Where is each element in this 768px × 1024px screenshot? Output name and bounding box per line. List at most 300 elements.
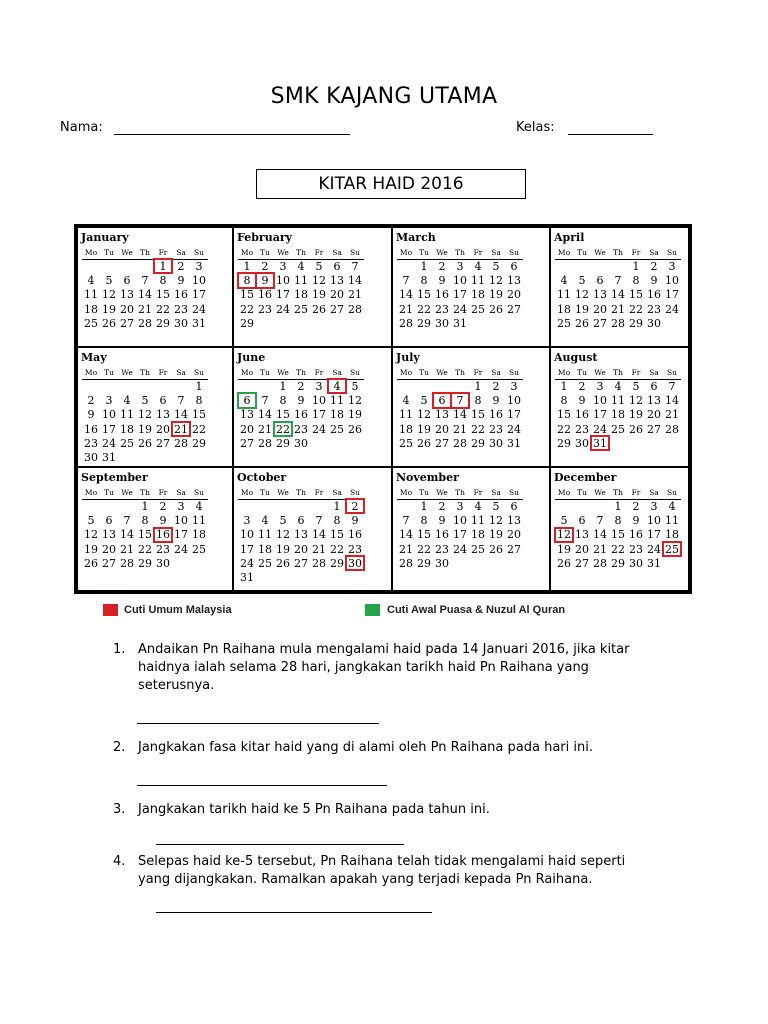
day-cell: 21: [138, 302, 152, 316]
empty-cell: [292, 570, 310, 584]
day-cell: 3: [456, 499, 464, 513]
weekday-header: Su: [505, 367, 523, 379]
day-cell: 13: [294, 528, 308, 542]
day-cell: 15: [629, 288, 643, 302]
weekday-header: Tu: [415, 367, 433, 379]
day-cell: 25: [258, 556, 272, 570]
month-name: March: [396, 231, 436, 244]
day-cell: 25: [471, 542, 485, 556]
day-cell: 28: [399, 556, 413, 570]
public-holiday-day: 25: [665, 542, 679, 556]
day-cell: 19: [102, 302, 116, 316]
empty-cell: [451, 379, 469, 393]
month-grid: [555, 487, 681, 570]
day-cell: 2: [159, 499, 167, 513]
day-cell: 19: [557, 542, 571, 556]
day-cell: 25: [120, 436, 134, 450]
day-cell: 29: [471, 436, 485, 450]
weekday-header: We: [591, 487, 609, 499]
day-cell: 22: [138, 542, 152, 556]
kelas-label: Kelas:: [516, 120, 555, 135]
weekday-header: Th: [451, 487, 469, 499]
weekday-header: Fr: [627, 247, 645, 259]
day-cell: 17: [453, 288, 467, 302]
day-cell: 26: [84, 556, 98, 570]
day-cell: 11: [330, 393, 344, 407]
weekday-header: Sa: [645, 247, 663, 259]
day-cell: 8: [333, 513, 341, 527]
day-cell: 19: [138, 422, 152, 436]
day-cell: 18: [192, 528, 206, 542]
day-cell: 12: [348, 393, 362, 407]
day-cell: 26: [575, 316, 589, 330]
question-number: 3.: [113, 802, 126, 817]
day-cell: 10: [507, 393, 521, 407]
day-cell: 8: [632, 273, 640, 287]
day-cell: 17: [192, 288, 206, 302]
day-cell: 28: [665, 422, 679, 436]
public-holiday-day: 31: [593, 436, 607, 450]
day-cell: 5: [632, 379, 640, 393]
day-cell: 26: [348, 422, 362, 436]
day-cell: 8: [279, 393, 287, 407]
day-cell: 24: [647, 542, 661, 556]
empty-cell: [82, 379, 100, 393]
weekday-header: Fr: [469, 367, 487, 379]
day-cell: 8: [420, 513, 428, 527]
day-cell: 6: [159, 393, 167, 407]
weekday-header: Mo: [555, 367, 573, 379]
empty-cell: [118, 379, 136, 393]
day-cell: 26: [276, 556, 290, 570]
day-cell: 16: [629, 528, 643, 542]
day-cell: 16: [348, 528, 362, 542]
day-cell: 3: [177, 499, 185, 513]
day-cell: 4: [560, 273, 568, 287]
day-cell: 27: [435, 436, 449, 450]
day-cell: 21: [453, 422, 467, 436]
weekday-header: Sa: [328, 367, 346, 379]
empty-cell: [469, 556, 487, 570]
day-cell: 11: [665, 513, 679, 527]
month-name: December: [554, 471, 617, 484]
day-cell: 9: [438, 273, 446, 287]
day-cell: 17: [593, 408, 607, 422]
day-cell: 10: [647, 513, 661, 527]
public-holiday-day: 12: [557, 528, 571, 542]
weekday-header: We: [433, 247, 451, 259]
weekday-header: Th: [292, 487, 310, 499]
month-grid: [82, 367, 208, 465]
day-cell: 5: [87, 513, 95, 527]
empty-cell: [274, 316, 292, 330]
day-cell: 31: [240, 571, 254, 585]
empty-cell: [573, 499, 591, 513]
empty-cell: [627, 436, 645, 450]
month-grid: [555, 247, 681, 330]
day-cell: 8: [159, 273, 167, 287]
day-cell: 13: [435, 408, 449, 422]
day-cell: 15: [417, 528, 431, 542]
weekday-header: Su: [505, 247, 523, 259]
empty-cell: [118, 499, 136, 513]
day-cell: 26: [489, 542, 503, 556]
day-cell: 12: [489, 273, 503, 287]
empty-cell: [663, 436, 681, 450]
day-cell: 4: [474, 499, 482, 513]
day-cell: 17: [240, 542, 254, 556]
day-cell: 13: [507, 273, 521, 287]
day-cell: 30: [84, 451, 98, 465]
day-cell: 27: [575, 556, 589, 570]
day-cell: 24: [192, 302, 206, 316]
day-cell: 5: [578, 273, 586, 287]
day-cell: 16: [435, 288, 449, 302]
empty-cell: [310, 499, 328, 513]
day-cell: 23: [647, 302, 661, 316]
day-cell: 22: [156, 302, 170, 316]
day-cell: 22: [330, 542, 344, 556]
day-cell: 28: [174, 436, 188, 450]
empty-cell: [609, 436, 627, 450]
day-cell: 29: [629, 316, 643, 330]
public-holiday-day: 2: [346, 499, 364, 513]
empty-cell: [328, 570, 346, 584]
weekday-header: Th: [292, 247, 310, 259]
day-cell: 5: [492, 499, 500, 513]
empty-cell: [172, 450, 190, 464]
day-cell: 7: [315, 513, 323, 527]
day-cell: 28: [611, 316, 625, 330]
day-cell: 20: [294, 542, 308, 556]
month-march: [393, 228, 549, 346]
day-cell: 7: [141, 273, 149, 287]
day-cell: 31: [507, 436, 521, 450]
day-cell: 15: [156, 288, 170, 302]
day-cell: 17: [453, 528, 467, 542]
day-cell: 23: [174, 302, 188, 316]
day-cell: 28: [138, 316, 152, 330]
day-cell: 4: [261, 513, 269, 527]
weekday-header: Fr: [627, 367, 645, 379]
day-cell: 24: [240, 556, 254, 570]
day-cell: 23: [258, 302, 272, 316]
day-cell: 3: [510, 379, 518, 393]
day-cell: 19: [417, 422, 431, 436]
day-cell: 27: [507, 542, 521, 556]
weekday-header: Su: [190, 247, 208, 259]
answer-line-4[interactable]: [156, 912, 432, 913]
weekday-header: Su: [190, 487, 208, 499]
day-cell: 2: [632, 499, 640, 513]
empty-cell: [100, 379, 118, 393]
day-cell: 11: [471, 273, 485, 287]
day-cell: 6: [105, 513, 113, 527]
weekday-header: Fr: [310, 247, 328, 259]
day-cell: 21: [312, 542, 326, 556]
day-cell: 6: [333, 259, 341, 273]
day-cell: 14: [120, 528, 134, 542]
weekday-header: Fr: [154, 247, 172, 259]
public-holiday-day: 4: [328, 379, 346, 393]
day-cell: 11: [294, 273, 308, 287]
day-cell: 17: [312, 408, 326, 422]
weekday-header: Mo: [238, 487, 256, 499]
green-legend-label: Cuti Awal Puasa & Nuzul Al Quran: [387, 604, 566, 616]
day-cell: 25: [330, 422, 344, 436]
day-cell: 2: [650, 259, 658, 273]
day-cell: 23: [156, 542, 170, 556]
day-cell: 16: [174, 288, 188, 302]
day-cell: 23: [435, 542, 449, 556]
day-cell: 5: [492, 259, 500, 273]
day-cell: 22: [417, 542, 431, 556]
day-cell: 9: [492, 393, 500, 407]
month-grid: [82, 247, 208, 330]
weekday-header: Sa: [487, 247, 505, 259]
day-cell: 20: [330, 288, 344, 302]
day-cell: 20: [240, 422, 254, 436]
day-cell: 14: [611, 288, 625, 302]
day-cell: 6: [297, 513, 305, 527]
month-grid: [397, 367, 523, 450]
weekday-header: Fr: [469, 247, 487, 259]
month-name: July: [396, 351, 420, 364]
weekday-header: Sa: [172, 487, 190, 499]
weekday-header: Su: [346, 247, 364, 259]
month-november: [393, 468, 549, 590]
day-cell: 10: [192, 273, 206, 287]
nama-line[interactable]: [114, 134, 350, 135]
day-cell: 20: [507, 288, 521, 302]
weekday-header: Tu: [256, 487, 274, 499]
day-cell: 14: [312, 528, 326, 542]
month-name: November: [396, 471, 459, 484]
day-cell: 14: [399, 288, 413, 302]
weekday-header: Mo: [82, 487, 100, 499]
empty-cell: [555, 259, 573, 273]
day-cell: 26: [629, 422, 643, 436]
empty-cell: [172, 379, 190, 393]
day-cell: 27: [156, 436, 170, 450]
day-cell: 6: [596, 273, 604, 287]
day-cell: 30: [647, 316, 661, 330]
weekday-header: Th: [609, 247, 627, 259]
day-cell: 1: [632, 259, 640, 273]
weekday-header: Th: [451, 367, 469, 379]
month-name: February: [237, 231, 293, 244]
day-cell: 17: [174, 528, 188, 542]
month-name: April: [554, 231, 585, 244]
day-cell: 9: [351, 513, 359, 527]
weekday-header: Th: [609, 487, 627, 499]
day-cell: 14: [593, 528, 607, 542]
empty-cell: [118, 450, 136, 464]
weekday-header: We: [118, 367, 136, 379]
weekday-header: Sa: [172, 367, 190, 379]
day-cell: 21: [348, 288, 362, 302]
day-cell: 10: [174, 513, 188, 527]
day-cell: 16: [575, 408, 589, 422]
day-cell: 4: [474, 259, 482, 273]
question-text: Selepas haid ke-5 tersebut, Pn Raihana telah tidak mengalami haid seperti yang dijangkakan. Ramalkan apakah yang terjadi kepada Pn Raihana.: [138, 854, 626, 887]
day-cell: 22: [471, 422, 485, 436]
day-cell: 12: [575, 288, 589, 302]
empty-cell: [397, 259, 415, 273]
day-cell: 20: [435, 422, 449, 436]
empty-cell: [469, 316, 487, 330]
empty-cell: [415, 379, 433, 393]
day-cell: 17: [507, 408, 521, 422]
day-cell: 18: [471, 288, 485, 302]
day-cell: 28: [453, 436, 467, 450]
day-cell: 10: [240, 528, 254, 542]
empty-cell: [591, 259, 609, 273]
weekday-header: Sa: [645, 367, 663, 379]
day-cell: 15: [276, 408, 290, 422]
day-cell: 15: [330, 528, 344, 542]
day-cell: 1: [420, 259, 428, 273]
day-cell: 30: [156, 556, 170, 570]
weekday-header: Sa: [328, 487, 346, 499]
answer-line-3[interactable]: [156, 844, 404, 845]
weekday-header: Tu: [100, 367, 118, 379]
weekday-header: Th: [292, 367, 310, 379]
empty-cell: [136, 450, 154, 464]
empty-cell: [256, 499, 274, 513]
empty-cell: [328, 436, 346, 450]
day-cell: 9: [650, 273, 658, 287]
empty-cell: [451, 556, 469, 570]
weekday-header: Fr: [469, 487, 487, 499]
empty-cell: [274, 499, 292, 513]
day-cell: 30: [575, 436, 589, 450]
day-cell: 17: [647, 528, 661, 542]
day-cell: 9: [297, 393, 305, 407]
day-cell: 6: [578, 513, 586, 527]
month-april: [551, 228, 688, 346]
empty-cell: [154, 379, 172, 393]
day-cell: 8: [141, 513, 149, 527]
day-cell: 11: [84, 288, 98, 302]
day-cell: 11: [471, 513, 485, 527]
day-cell: 23: [84, 436, 98, 450]
day-cell: 30: [629, 556, 643, 570]
public-holiday-day: 9: [256, 273, 274, 287]
day-cell: 11: [611, 393, 625, 407]
month-grid: [397, 247, 523, 330]
day-cell: 1: [420, 499, 428, 513]
answer-line-2[interactable]: [137, 785, 387, 786]
day-cell: 12: [102, 288, 116, 302]
weekday-header: Mo: [238, 367, 256, 379]
day-cell: 29: [611, 556, 625, 570]
day-cell: 22: [611, 542, 625, 556]
empty-cell: [190, 450, 208, 464]
weekday-header: Su: [505, 487, 523, 499]
day-cell: 7: [596, 513, 604, 527]
day-cell: 5: [351, 379, 359, 393]
day-cell: 7: [351, 259, 359, 273]
day-cell: 6: [510, 259, 518, 273]
day-cell: 20: [647, 408, 661, 422]
weekday-header: We: [433, 487, 451, 499]
weekday-header: Tu: [573, 487, 591, 499]
red-legend-label: Cuti Umum Malaysia: [124, 604, 232, 616]
day-cell: 3: [279, 259, 287, 273]
day-cell: 2: [438, 499, 446, 513]
weekday-header: Mo: [397, 367, 415, 379]
day-cell: 29: [138, 556, 152, 570]
day-cell: 8: [614, 513, 622, 527]
day-cell: 13: [120, 288, 134, 302]
day-cell: 17: [102, 422, 116, 436]
day-cell: 31: [647, 556, 661, 570]
day-cell: 25: [84, 316, 98, 330]
day-cell: 30: [294, 436, 308, 450]
empty-cell: [100, 259, 118, 273]
empty-cell: [397, 499, 415, 513]
question-1: [113, 641, 653, 695]
weekday-header: Fr: [154, 367, 172, 379]
day-cell: 6: [510, 499, 518, 513]
weekday-header: Th: [136, 247, 154, 259]
weekday-header: Sa: [487, 487, 505, 499]
day-cell: 18: [84, 302, 98, 316]
month-august: [551, 348, 688, 466]
day-cell: 14: [453, 408, 467, 422]
day-cell: 3: [650, 499, 658, 513]
day-cell: 11: [557, 288, 571, 302]
empty-cell: [573, 259, 591, 273]
day-cell: 20: [593, 302, 607, 316]
day-cell: 15: [557, 408, 571, 422]
day-cell: 15: [611, 528, 625, 542]
day-cell: 28: [120, 556, 134, 570]
day-cell: 19: [629, 408, 643, 422]
empty-cell: [645, 436, 663, 450]
empty-cell: [292, 316, 310, 330]
question-number: 2.: [113, 740, 126, 755]
month-grid: [238, 247, 364, 330]
day-cell: 18: [399, 422, 413, 436]
day-cell: 12: [417, 408, 431, 422]
day-cell: 20: [102, 542, 116, 556]
weekday-header: Su: [346, 487, 364, 499]
day-cell: 7: [123, 513, 131, 527]
day-cell: 9: [578, 393, 586, 407]
answer-line-1[interactable]: [137, 723, 379, 724]
day-cell: 21: [665, 408, 679, 422]
day-cell: 14: [348, 273, 362, 287]
day-cell: 31: [453, 316, 467, 330]
day-cell: 2: [297, 379, 305, 393]
day-cell: 24: [453, 302, 467, 316]
day-cell: 15: [417, 288, 431, 302]
day-cell: 22: [192, 422, 206, 436]
empty-cell: [82, 499, 100, 513]
fasting-holiday-day: 6: [238, 393, 256, 407]
kelas-line[interactable]: [568, 134, 653, 135]
day-cell: 19: [276, 542, 290, 556]
weekday-header: Tu: [256, 367, 274, 379]
day-cell: 17: [276, 288, 290, 302]
day-cell: 16: [258, 288, 272, 302]
public-holiday-day: 7: [451, 393, 469, 407]
day-cell: 7: [614, 273, 622, 287]
day-cell: 16: [294, 408, 308, 422]
day-cell: 18: [611, 408, 625, 422]
